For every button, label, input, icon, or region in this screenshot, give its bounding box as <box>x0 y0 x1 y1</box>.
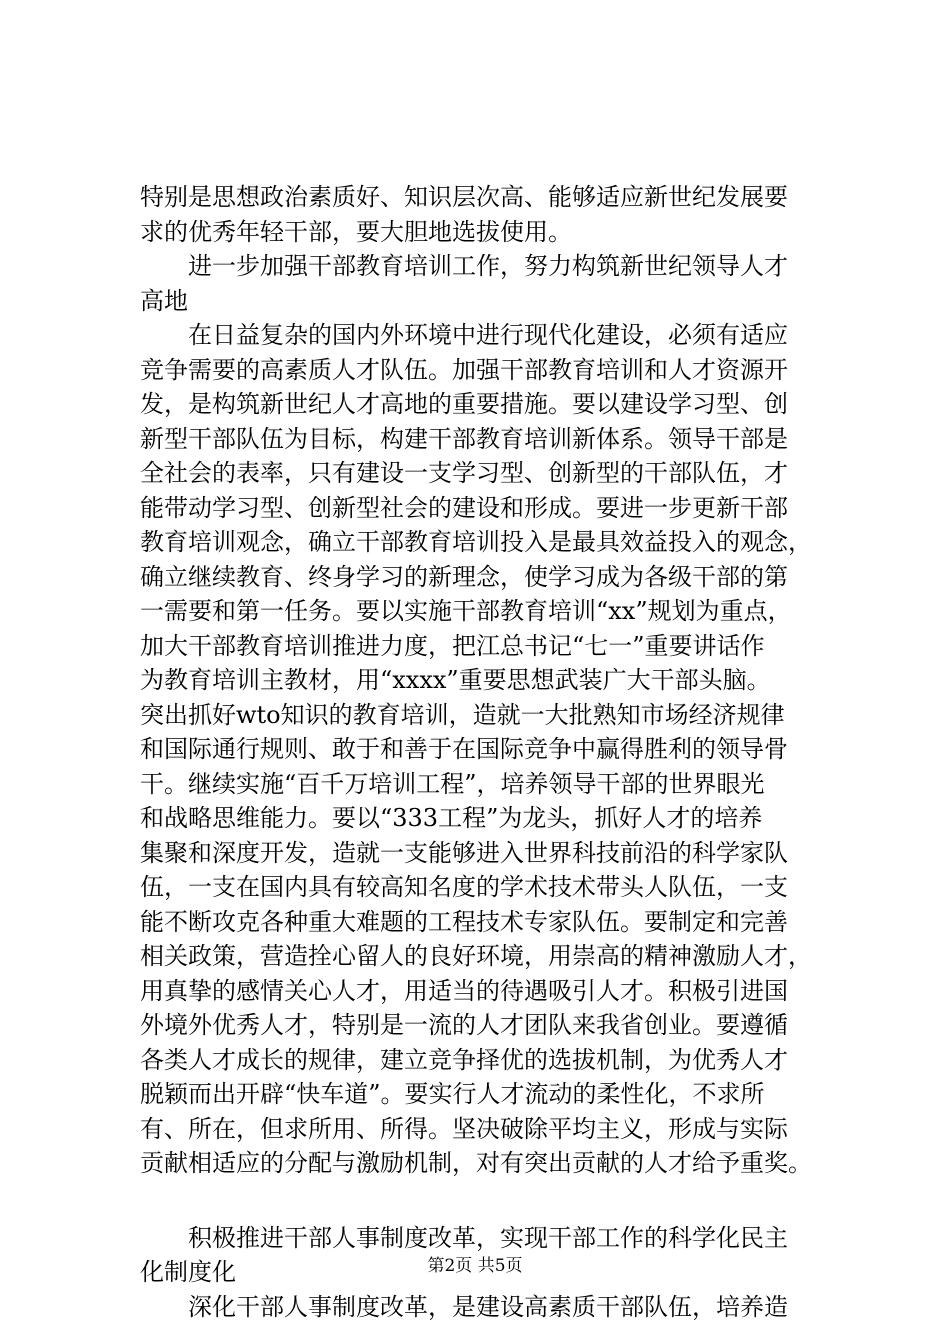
paragraph-line: 各类人才成长的规律，建立竞争择优的选拔机制，为优秀人才 <box>140 1045 788 1074</box>
paragraph-line: 和国际通行规则、敢于和善于在国际竞争中赢得胜利的领导骨 <box>140 735 788 763</box>
paragraph-line: 教育培训观念，确立干部教育培训投入是最具效益投入的观念， <box>140 528 812 556</box>
paragraph-line: 为教育培训主教材，用“xxxx”重要思想武装广大干部头脑。 <box>140 666 771 694</box>
paragraph-line: 求的优秀年轻干部，要大胆地选拔使用。 <box>140 217 572 246</box>
paragraph-line: 发，是构筑新世纪人才高地的重要措施。要以建设学习型、创 <box>140 390 788 418</box>
paragraph-line: 特别是思想政治素质好、知识层次高、能够适应新世纪发展要 <box>140 183 788 211</box>
page-number-footer: 第2页 共5页 <box>427 1256 523 1276</box>
paragraph-line: 竞争需要的高素质人才队伍。加强干部教育培训和人才资源开 <box>140 355 788 384</box>
section-heading-line: 化制度化 <box>140 1258 236 1286</box>
paragraph-line: 加大干部教育培训推进力度，把江总书记“七一”重要讲话作 <box>140 631 765 660</box>
paragraph-line: 有、所在，但求所用、所得。坚决破除平均主义，形成与实际 <box>140 1114 788 1143</box>
paragraph-line: 干。继续实施“百千万培训工程”，培养领导干部的世界眼光 <box>140 769 765 798</box>
paragraph-line: 全社会的表率，只有建设一支学习型、创新型的干部队伍，才 <box>140 459 788 487</box>
paragraph-line: 突出抓好wto知识的教育培训，造就一大批熟知市场经济规律 <box>140 700 785 729</box>
paragraph-line: 相关政策，营造拴心留人的良好环境，用崇高的精神激励人才， <box>140 942 812 970</box>
paragraph-line: 脱颖而出开辟“快车道”。要实行人才流动的柔性化，不求所 <box>140 1080 765 1108</box>
paragraph-line: 贡献相适应的分配与激励机制，对有突出贡献的人才给予重奖。 <box>140 1149 812 1177</box>
paragraph-line: 确立继续教育、终身学习的新理念，使学习成为各级干部的第 <box>140 562 788 591</box>
paragraph-line: 用真挚的感情关心人才，用适当的待遇吸引人才。积极引进国 <box>140 976 788 1005</box>
document-body <box>140 180 820 1324</box>
section-heading-line: 高地 <box>140 286 188 315</box>
paragraph-line: 能带动学习型、创新型社会的建设和形成。要进一步更新干部 <box>140 493 788 522</box>
paragraph-line: 能不断攻克各种重大难题的工程技术专家队伍。要制定和完善 <box>140 907 788 936</box>
paragraph-line: 深化干部人事制度改革，是建设高素质干部队伍，培养造 <box>188 1292 788 1321</box>
paragraph-spacer <box>140 1181 820 1221</box>
paragraph-line: 在日益复杂的国内外环境中进行现代化建设，必须有适应 <box>188 321 788 349</box>
paragraph-line: 集聚和深度开发，造就一支能够进入世界科技前沿的科学家队 <box>140 838 788 867</box>
paragraph-line: 和战略思维能力。要以“333工程”为龙头，抓好人才的培养 <box>140 804 763 832</box>
paragraph-line: 外境外优秀人才，特别是一流的人才团队来我省创业。要遵循 <box>140 1011 788 1039</box>
paragraph-line: 一需要和第一任务。要以实施干部教育培训“xx”规划为重点， <box>140 597 792 625</box>
paragraph-line: 新型干部队伍为目标，构建干部教育培训新体系。领导干部是 <box>140 424 788 453</box>
section-heading-line: 积极推进干部人事制度改革，实现干部工作的科学化民主 <box>188 1223 788 1252</box>
paragraph-line: 伍，一支在国内具有较高知名度的学术技术带头人队伍，一支 <box>140 873 788 901</box>
section-heading-line: 进一步加强干部教育培训工作，努力构筑新世纪领导人才 <box>188 252 788 280</box>
